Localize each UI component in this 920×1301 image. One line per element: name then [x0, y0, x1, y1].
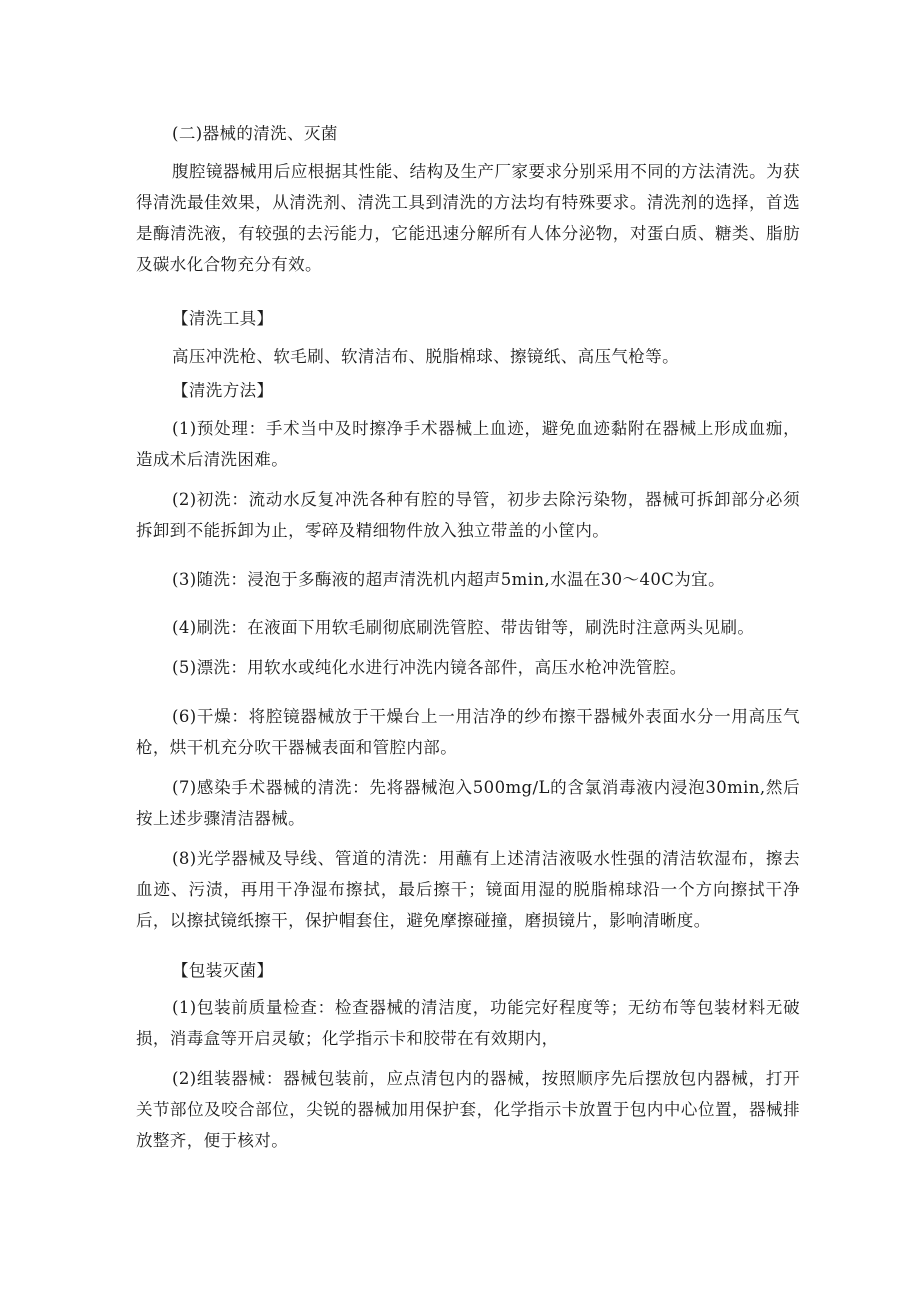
method-item-1: (1)预处理：手术当中及时擦净手术器械上血迹，避免血迹黏附在器械上形成血痂，造成术后清洗困难。 — [136, 419, 800, 469]
section-title: (二)器械的清洗、灭菌 — [172, 124, 338, 143]
method-item-6: (6)干燥：将腔镜器械放于干燥台上一用洁净的纱布擦干器械外表面水分一用高压气枪，烘干机充分吹干器械表面和管腔内部。 — [136, 707, 800, 757]
pack-item-1: (1)包装前质量检查：检查器械的清洁度，功能完好程度等；无纺布等包装材料无破损，消毒盒等开启灵敏；化学指示卡和胶带在有效期内， — [136, 998, 800, 1048]
pack-item-2: (2)组装器械：器械包装前，应点清包内的器械，按照顺序先后摆放包内器械，打开关节部位及咬合部位，尖锐的器械加用保护套，化学指示卡放置于包内中心位置，器械排放整齐，便于核对。 — [136, 1069, 800, 1150]
method-item-5: (5)漂洗：用软水或纯化水进行冲洗内镜各部件，高压水枪冲洗管腔。 — [172, 658, 687, 677]
pack-heading: 【包装灭菌】 — [172, 961, 274, 980]
method-heading: 【清洗方法】 — [172, 381, 274, 400]
tools-paragraph: 高压冲洗枪、软毛刷、软清洁布、脱脂棉球、擦镜纸、高压气枪等。 — [172, 347, 679, 366]
intro-paragraph: 腹腔镜器械用后应根据其性能、结构及生产厂家要求分别采用不同的方法清洗。为获得清洗最佳效果，从清洗剂、清洗工具到清洗的方法均有特殊要求。清洗剂的选择，首选是酶清洗液，有较强的去污能力，它能迅速分解所有人体分泌物，对蛋白质、糖类、脂肪及碳水化合物充分有效。 — [136, 162, 800, 274]
method-item-7: (7)感染手术器械的清洗：先将器械泡入500mg∕L的含氯消毒液内浸泡30min,然后按上述步骤清洁器械。 — [136, 778, 800, 828]
tools-heading: 【清洗工具】 — [172, 309, 274, 328]
method-item-8: (8)光学器械及导线、管道的清洗：用蘸有上述清洁液吸水性强的清洁软湿布，擦去血迹、污渍，再用干净湿布擦拭，最后擦干；镜面用湿的脱脂棉球沿一个方向擦拭干净后，以擦拭镜纸擦干，保护帽套住，避免摩擦碰撞，磨损镜片，影响清晰度。 — [136, 849, 800, 930]
method-item-2: (2)初洗：流动水反复冲洗各种有腔的导管，初步去除污染物，器械可拆卸部分必须拆卸到不能拆卸为止，零碎及精细物件放入独立带盖的小筐内。 — [136, 490, 800, 540]
method-item-4: (4)刷洗：在液面下用软毛刷彻底刷洗管腔、带齿钳等，刷洗时注意两头见刷。 — [172, 618, 755, 637]
method-item-3: (3)随洗：浸泡于多酶液的超声清洗机内超声5min,水温在30～40C为宜。 — [172, 570, 725, 589]
